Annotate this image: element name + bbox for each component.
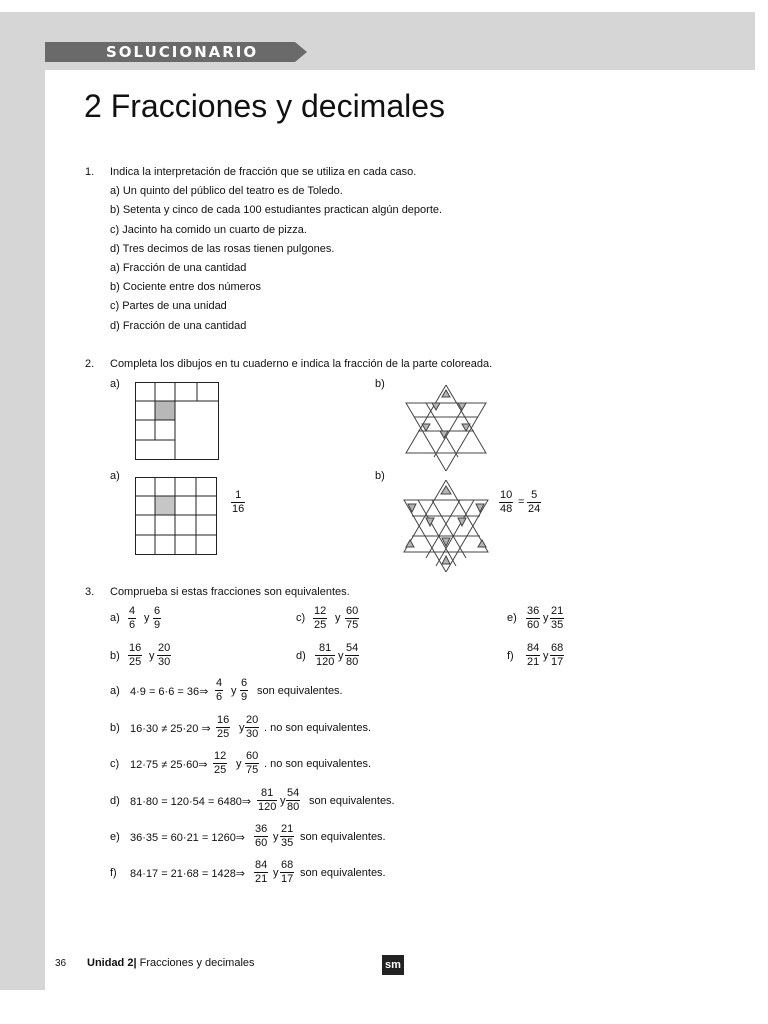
pair-label: f): [507, 650, 514, 662]
numerator: 68: [551, 642, 564, 654]
fraction: [280, 859, 294, 886]
denominator: 9: [154, 619, 161, 631]
solution-result: son equivalentes.: [257, 685, 343, 697]
pair-label: b): [110, 650, 120, 662]
numerator: 36: [527, 605, 540, 617]
numerator: 12: [314, 605, 327, 617]
q3-number: 3.: [85, 586, 95, 598]
q1-answer: b) Cociente entre dos números: [110, 281, 262, 293]
numerator: 6: [154, 605, 161, 617]
denominator: 24: [528, 503, 541, 515]
q1-number: 1.: [85, 166, 95, 178]
unit-label: Unidad 2|: [87, 957, 137, 969]
numerator: 84: [255, 859, 268, 871]
solution-label: b): [110, 722, 120, 734]
fraction: [254, 859, 268, 886]
figure-grid-a: [135, 477, 217, 555]
solution-result: son equivalentes.: [309, 795, 395, 807]
q2-label-b: b): [375, 378, 385, 390]
solution-label: e): [110, 831, 120, 843]
denominator: 48: [500, 503, 513, 515]
page-frame-left: [0, 12, 45, 990]
numerator: 60: [246, 750, 259, 762]
q2-answer-b-simplified: [527, 489, 541, 516]
solution-label: d): [110, 795, 120, 807]
fraction: [526, 605, 540, 632]
solution-label: f): [110, 867, 117, 879]
numerator: 10: [500, 489, 513, 501]
solution-result: son equivalentes.: [300, 831, 386, 843]
conjunction: y: [149, 650, 155, 662]
solution-expression: 16·30 ≠ 25·20 ⇒: [130, 723, 211, 735]
conjunction: y: [231, 685, 237, 697]
banner-title: SOLUCIONARIO: [106, 43, 259, 61]
figure-star-b-complete: [402, 480, 490, 572]
fraction: [216, 714, 230, 741]
denominator: 30: [158, 656, 171, 668]
numerator: 5: [531, 489, 538, 501]
fraction: [315, 642, 335, 669]
numerator: 36: [255, 823, 268, 835]
denominator: 21: [527, 656, 540, 668]
fraction: [526, 642, 540, 669]
solution-result: . no son equivalentes.: [264, 722, 372, 734]
fraction: [245, 714, 259, 741]
fraction: [280, 823, 294, 850]
denominator: 60: [255, 837, 268, 849]
fraction: [128, 642, 142, 669]
q2-label-a: a): [110, 378, 120, 390]
numerator: 81: [261, 787, 274, 799]
conjunction: y: [543, 612, 549, 624]
q1-item: d) Tres decimos de las rosas tienen pulgones.: [110, 243, 335, 255]
fraction: [286, 787, 300, 814]
numerator: 68: [281, 859, 294, 871]
numerator: 81: [319, 642, 332, 654]
numerator: 54: [287, 787, 300, 799]
conjunction: y: [144, 612, 150, 624]
q3-prompt: Comprueba si estas fracciones son equivalentes.: [110, 586, 350, 598]
q1-item: b) Setenta y cinco de cada 100 estudiantes practican algún deporte.: [110, 204, 443, 216]
denominator: 6: [216, 691, 223, 703]
q2-number: 2.: [85, 358, 95, 370]
fraction: [345, 605, 359, 632]
fraction: [128, 605, 136, 632]
denominator: 17: [281, 873, 294, 885]
denominator: 25: [214, 764, 227, 776]
denominator: 60: [527, 619, 540, 631]
denominator: 9: [241, 691, 248, 703]
denominator: 17: [551, 656, 564, 668]
equals-sign: =: [518, 496, 525, 508]
fraction: [153, 605, 161, 632]
numerator: 1: [235, 489, 242, 501]
page-number: 36: [55, 958, 67, 969]
conjunction: y: [335, 612, 341, 624]
numerator: 4: [129, 605, 136, 617]
fraction: [257, 787, 277, 814]
fraction: [254, 823, 268, 850]
numerator: 20: [158, 642, 171, 654]
denominator: 75: [246, 764, 259, 776]
numerator: 54: [346, 642, 359, 654]
figure-star-b: [402, 385, 490, 471]
q2-label-a2: a): [110, 470, 120, 482]
solution-expression: 36·35 = 60·21 = 1260⇒: [130, 832, 246, 844]
page-title: 2 Fracciones y decimales: [84, 88, 446, 124]
numerator: 6: [241, 677, 248, 689]
denominator: 75: [346, 619, 359, 631]
solution-expression: 81·80 = 120·54 = 6480⇒: [130, 796, 252, 808]
q1-answer: d) Fracción de una cantidad: [110, 320, 247, 332]
denominator: 16: [232, 503, 245, 515]
denominator: 25: [217, 728, 230, 740]
q2-answer-a: [231, 489, 245, 516]
conjunction: y: [338, 650, 344, 662]
numerator: 21: [551, 605, 564, 617]
denominator: 120: [316, 656, 335, 668]
denominator: 25: [129, 656, 142, 668]
solution-result: son equivalentes.: [300, 867, 386, 879]
conjunction: y: [273, 831, 279, 843]
fraction: [245, 750, 259, 777]
solution-label: a): [110, 685, 120, 697]
conjunction: y: [543, 650, 549, 662]
unit-title: Fracciones y decimales: [139, 957, 255, 969]
numerator: 60: [346, 605, 359, 617]
q1-item: c) Jacinto ha comido un cuarto de pizza.: [110, 224, 307, 236]
pair-label: d): [296, 650, 306, 662]
fraction: [345, 642, 359, 669]
numerator: 21: [281, 823, 294, 835]
conjunction: y: [236, 758, 242, 770]
numerator: 4: [216, 677, 223, 689]
conjunction: y: [239, 722, 245, 734]
fraction: [240, 677, 248, 704]
denominator: 35: [281, 837, 294, 849]
fraction: [215, 677, 223, 704]
solution-result: . no son equivalentes.: [264, 758, 372, 770]
q2-answer-b-fraction: [499, 489, 513, 516]
q1-item: a) Un quinto del público del teatro es de Toledo.: [110, 185, 343, 197]
q1-answer: c) Partes de una unidad: [110, 300, 227, 312]
figure-square-a: [135, 382, 219, 460]
denominator: 25: [314, 619, 327, 631]
fraction: [313, 605, 327, 632]
solution-expression: 84·17 = 21·68 = 1428⇒: [130, 868, 246, 880]
denominator: 6: [129, 619, 136, 631]
numerator: 12: [214, 750, 227, 762]
denominator: 30: [246, 728, 259, 740]
denominator: 21: [255, 873, 268, 885]
fraction: [550, 642, 564, 669]
footer-unit: [87, 957, 255, 969]
numerator: 84: [527, 642, 540, 654]
fraction: [157, 642, 171, 669]
denominator: 35: [551, 619, 564, 631]
conjunction: y: [273, 867, 279, 879]
q2-label-b2: b): [375, 470, 385, 482]
denominator: 80: [346, 656, 359, 668]
denominator: 120: [258, 801, 277, 813]
fraction: [550, 605, 564, 632]
q1-prompt: Indica la interpretación de fracción que se utiliza en cada caso.: [110, 166, 417, 178]
numerator: 16: [217, 714, 230, 726]
pair-label: a): [110, 612, 120, 624]
pair-label: c): [296, 612, 306, 624]
pair-label: e): [507, 612, 517, 624]
numerator: 20: [246, 714, 259, 726]
fraction: [213, 750, 227, 777]
publisher-logo: sm: [382, 955, 404, 975]
solution-expression: 12·75 ≠ 25·60⇒: [130, 759, 208, 771]
q2-prompt: Completa los dibujos en tu cuaderno e indica la fracción de la parte coloreada.: [110, 358, 493, 370]
numerator: 16: [129, 642, 142, 654]
q1-answer: a) Fracción de una cantidad: [110, 262, 247, 274]
solution-expression: 4·9 = 6·6 = 36⇒: [130, 686, 209, 698]
conjunction: y: [280, 795, 286, 807]
solution-label: c): [110, 758, 120, 770]
denominator: 80: [287, 801, 300, 813]
